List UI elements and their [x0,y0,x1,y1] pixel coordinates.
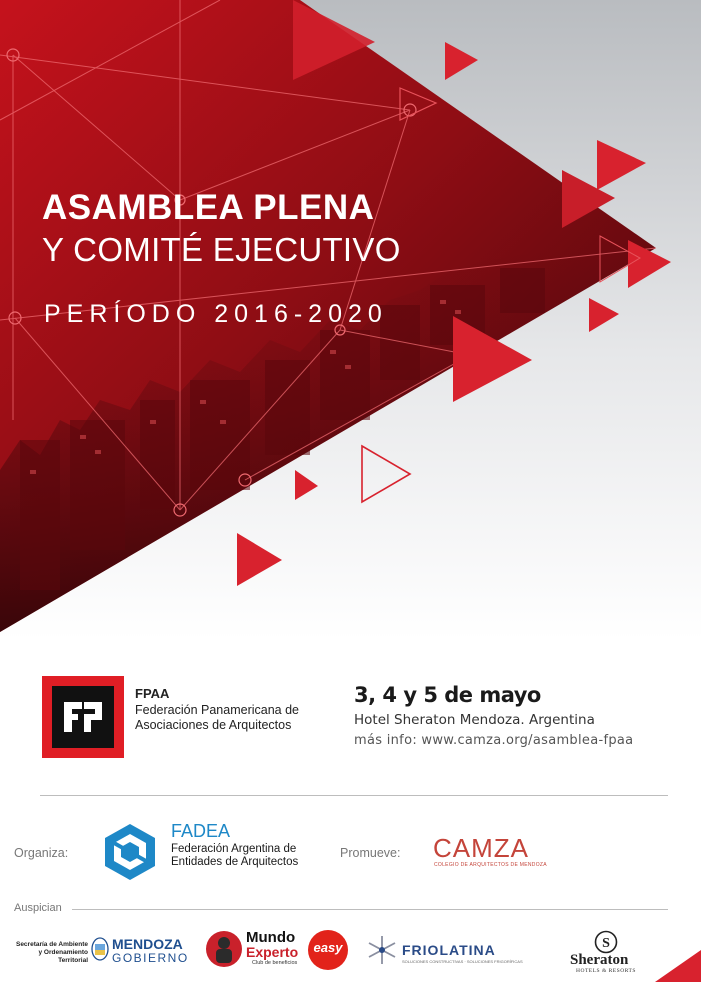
friolatina-subtitle: SOLUCIONES CONSTRUCTIVAS · SOLUCIONES FRIGORÍFICAS [402,959,523,964]
event-dates: 3, 4 y 5 de mayo [354,683,541,707]
gobierno-wordmark: GOBIERNO [112,951,189,965]
corner-triangle [655,950,701,982]
friolatina-wordmark: FRIOLATINA [402,942,496,958]
mundo-experto-icon [205,930,243,968]
promueve-label: Promueve: [340,846,401,860]
mundo-sub: Club de beneficios [252,960,298,966]
fpaa-logo-inner [52,686,114,748]
mendoza-wordmark: MENDOZA [112,936,183,952]
hero-title-line1: ASAMBLEA PLENA [42,188,375,227]
friolatina-snowflake-icon [366,934,398,966]
organiza-label: Organiza: [14,846,69,860]
mendoza-shield-icon [91,937,109,961]
auspician-label: Auspician [14,902,62,914]
sheraton-emblem-icon [594,930,618,954]
fpaa-mark-icon [52,686,114,748]
fpaa-name: Federación Panamericana de Asociaciones de Arquitectos [135,703,299,732]
camza-logo: CAMZA [433,833,529,863]
divider-top [40,795,668,796]
fpaa-logo [42,676,124,758]
svg-text:S: S [602,936,610,951]
easy-wordmark: easy [313,940,343,955]
mundo-line1: Mundo [246,929,296,946]
event-more-info: más info: www.camza.org/asamblea-fpaa [354,733,634,748]
mundo-line2: Experto [246,944,299,960]
hero-title-line2: Y COMITÉ EJECUTIVO [42,231,401,268]
sheraton-subtitle: HOTELS & RESORTS [576,968,636,974]
easy-logo [308,930,348,970]
divider-sponsors [72,909,668,910]
fadea-abbr: FADEA [171,821,231,841]
sheraton-wordmark: Sheraton [570,952,629,968]
event-venue: Hotel Sheraton Mendoza. Argentina [354,712,595,728]
camza-subtitle: COLEGIO DE ARQUITECTOS DE MENDOZA [434,862,547,868]
secretaria-ambiente: Secretaría de Ambiente y Ordenamiento Territorial [15,941,88,964]
fadea-name: Federación Argentina de Entidades de Arquitectos [171,843,299,868]
hero-period: PERÍODO 2016-2020 [44,300,388,328]
fadea-logo-icon [101,822,159,882]
fpaa-abbr: FPAA [135,686,170,701]
